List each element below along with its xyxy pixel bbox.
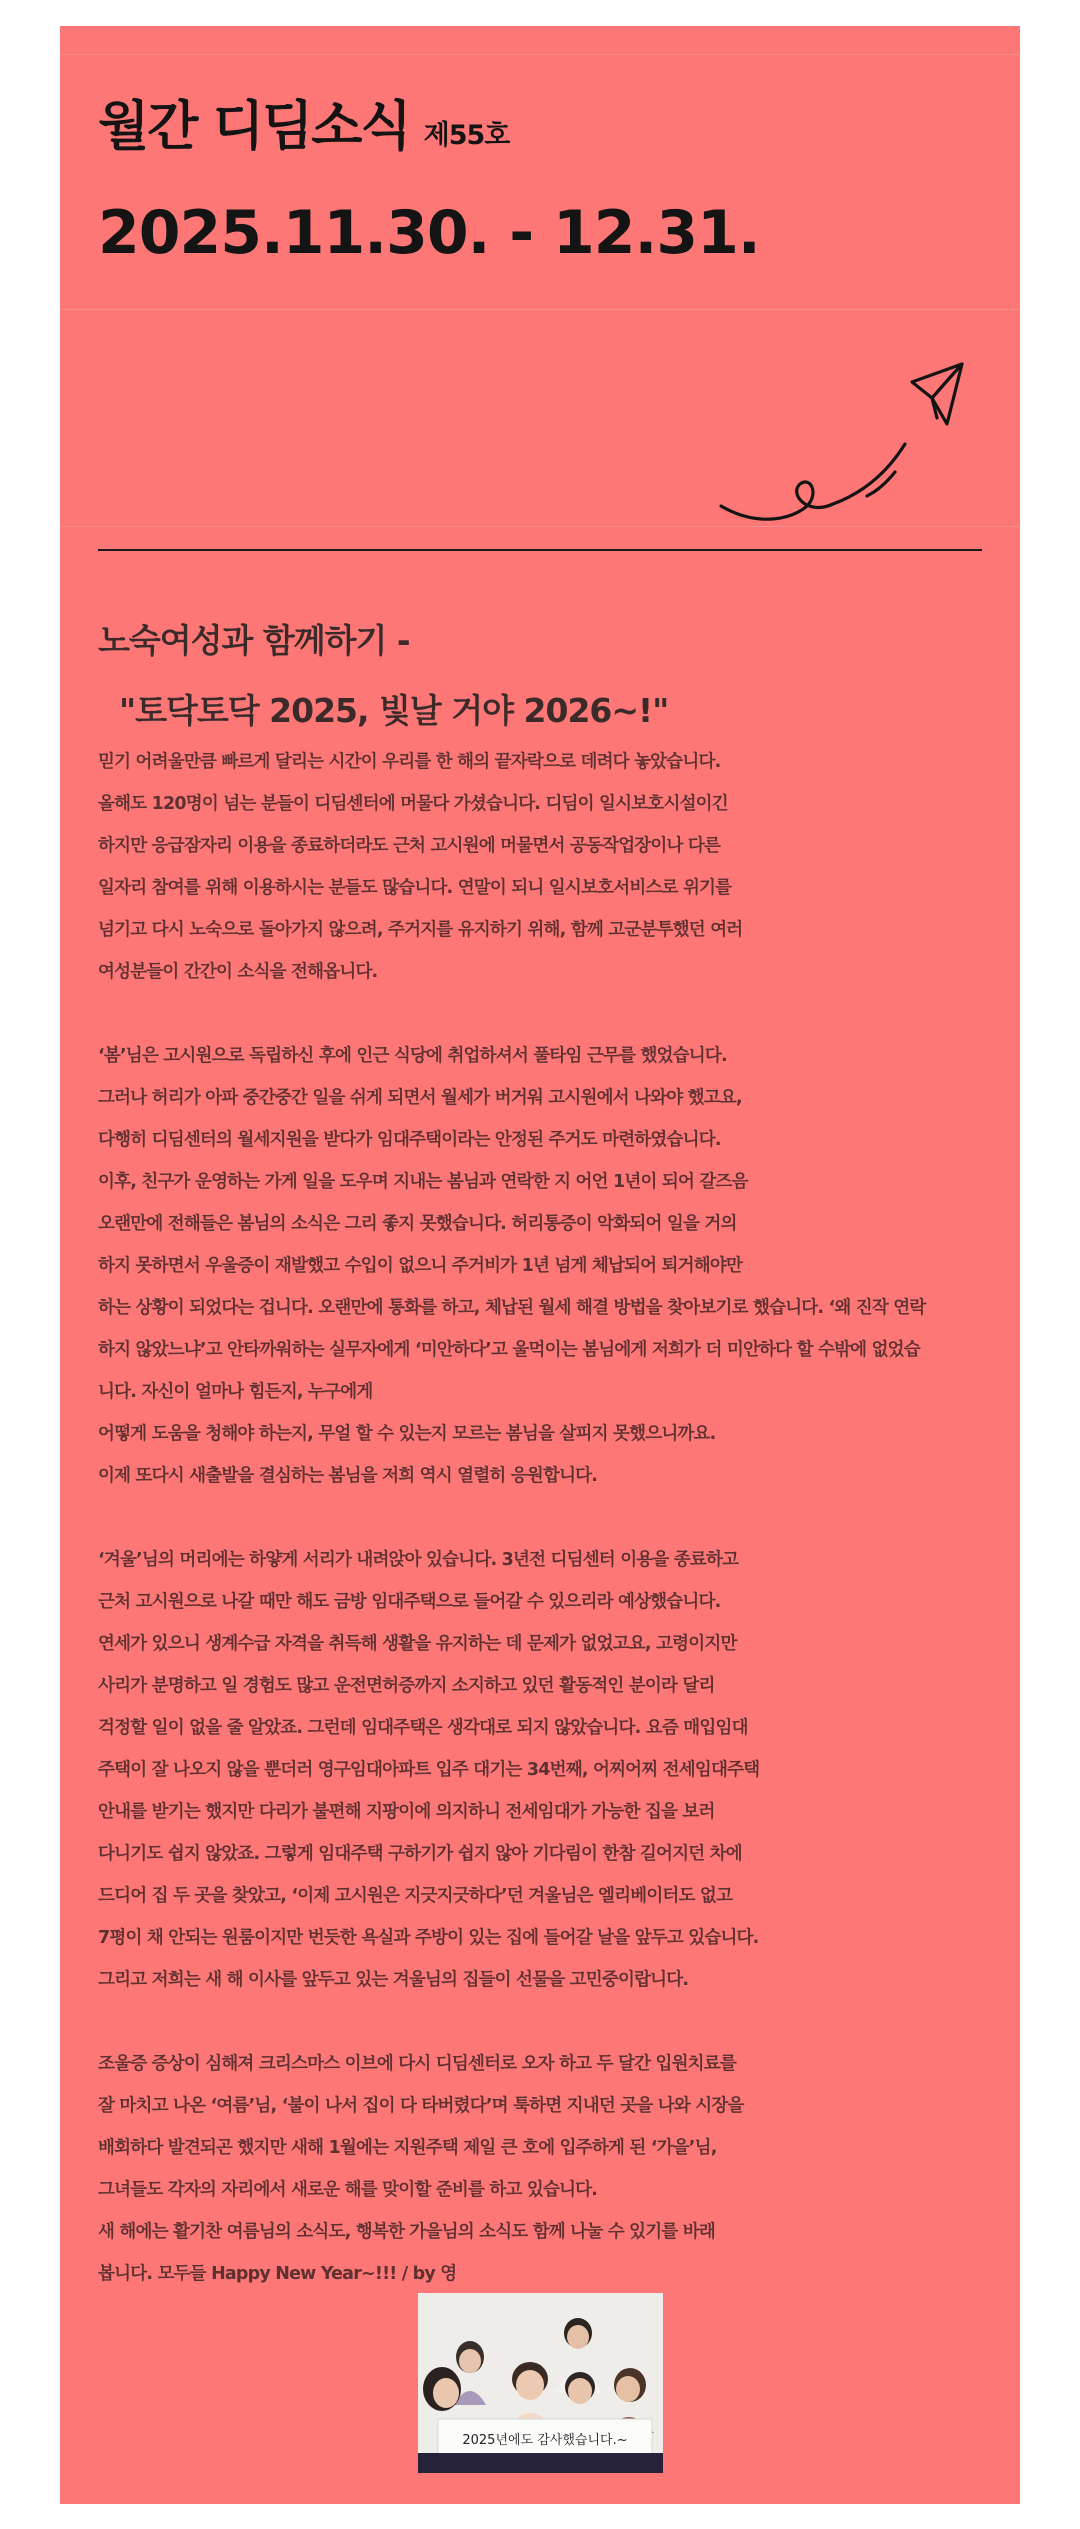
article-line: 안내를 받기는 했지만 다리가 불편해 지팡이에 의지하니 전세임대가 가능한 집을 보러	[98, 1802, 715, 1822]
article-paragraph	[98, 2043, 998, 2295]
article-paragraph	[98, 1539, 998, 2001]
issue-number: 제55호	[423, 120, 510, 151]
article-line: 사리가 분명하고 일 경험도 많고 운전면허증까지 소지하고 있던 활동적인 분이라 달리	[98, 1676, 715, 1696]
article-line: 잘 마치고 나온 ‘여름’님, ‘불이 나서 집이 다 타버렸다’며 툭하면 지내던 곳을 나와 시장을	[98, 2096, 744, 2116]
article-line: 니다. 자신이 얼마나 힘든지, 누구에게	[98, 1382, 373, 1402]
heading-line-2: "토닥토닥 2025, 빛날 거야 2026~!"	[98, 691, 669, 730]
group-photo	[418, 2293, 663, 2473]
article-line: 7평이 채 안되는 원룸이지만 번듯한 욕실과 주방이 있는 집에 들어갈 날을 앞두고 있습니다.	[98, 1928, 759, 1948]
date-range: 2025.11.30. - 12.31.	[98, 198, 760, 268]
article-line: 올해도 120명이 넘는 분들이 디딤센터에 머물다 가셨습니다. 디딤이 일시보호시설이긴	[98, 794, 728, 814]
article-line: 그리고 저희는 새 해 이사를 앞두고 있는 겨울님의 집들이 선물을 고민중이랍니다.	[98, 1970, 689, 1990]
content-divider	[98, 549, 982, 551]
newsletter-title: 월간 디딤소식	[98, 96, 410, 157]
article-line: 주택이 잘 나오지 않을 뿐더러 영구임대아파트 입주 대기는 34번째, 어찌어찌 전세임대주택	[98, 1760, 760, 1780]
newsletter-page	[60, 26, 1020, 2504]
group-photo-image	[418, 2293, 663, 2473]
paper-plane-icon	[715, 326, 975, 526]
article-line: ‘겨울’님의 머리에는 하얗게 서리가 내려앉아 있습니다. 3년전 디딤센터 이용을 종료하고	[98, 1550, 739, 1570]
article-line: 어떻게 도움을 청해야 하는지, 무얼 할 수 있는지 모르는 봄님을 살피지 못했으니까요.	[98, 1424, 716, 1444]
article-line: 넘기고 다시 노숙으로 돌아가지 않으려, 주거지를 유지하기 위해, 함께 고군분투했던 여러	[98, 920, 743, 940]
section-divider-middle	[60, 309, 1020, 310]
article-line: ‘봄’님은 고시원으로 독립하신 후에 인근 식당에 취업하셔서 풀타임 근무를 했었습니다.	[98, 1046, 727, 1066]
article-line: 하지만 응급잠자리 이용을 종료하더라도 근처 고시원에 머물면서 공동작업장이나 다른	[98, 836, 721, 856]
article-line: 하지 못하면서 우울증이 재발했고 수입이 없으니 주거비가 1년 넘게 체납되어 퇴거해야만	[98, 1256, 743, 1276]
article-line: 근처 고시원으로 나갈 때만 해도 금방 임대주택으로 들어갈 수 있으리라 예상했습니다.	[98, 1592, 721, 1612]
article-line: 이제 또다시 새출발을 결심하는 봄님을 저희 역시 열렬히 응원합니다.	[98, 1466, 598, 1486]
section-divider-lower	[60, 526, 1020, 527]
article-line: 하는 상황이 되었다는 겁니다. 오랜만에 통화를 하고, 체납된 월세 해결 방법을 찾아보기로 했습니다. ‘왜 진작 연락	[98, 1298, 926, 1318]
article-line: 연세가 있으니 생계수급 자격을 취득해 생활을 유지하는 데 문제가 없었고요, 고령이지만	[98, 1634, 737, 1654]
article-line: 일자리 참여를 위해 이용하시는 분들도 많습니다. 연말이 되니 일시보호서비스로 위기를	[98, 878, 732, 898]
article-line: 하지 않았느냐’고 안타까워하는 실무자에게 ‘미안하다’고 울먹이는 봄님에게 저희가 더 미안하다 할 수밖에 없었습	[98, 1340, 920, 1360]
article-line: 다니기도 쉽지 않았죠. 그렇게 임대주택 구하기가 쉽지 않아 기다림이 한참 길어지던 차에	[98, 1844, 742, 1864]
heading-line-1: 노숙여성과 함께하기 -	[98, 621, 410, 660]
article-line: 그러나 허리가 아파 중간중간 일을 쉬게 되면서 월세가 버거워 고시원에서 나와야 했고요,	[98, 1088, 742, 1108]
article-heading	[98, 606, 982, 746]
section-divider-top	[60, 54, 1020, 55]
article-paragraph	[98, 741, 998, 993]
article-line: 배회하다 발견되곤 했지만 새해 1월에는 지원주택 제일 큰 호에 입주하게 된 ‘가을’님,	[98, 2138, 717, 2158]
article-line: 믿기 어려울만큼 빠르게 달리는 시간이 우리를 한 해의 끝자락으로 데려다 놓았습니다.	[98, 752, 721, 772]
article-line: 다행히 디딤센터의 월세지원을 받다가 임대주택이라는 안정된 주거도 마련하였습니다.	[98, 1130, 721, 1150]
article-line: 드디어 집 두 곳을 찾았고, ‘이제 고시원은 지긋지긋하다’던 겨울님은 엘리베이터도 없고	[98, 1886, 733, 1906]
article-body	[98, 741, 998, 2337]
article-line: 걱정할 일이 없을 줄 알았죠. 그런데 임대주택은 생각대로 되지 않았습니다. 요즘 매입임대	[98, 1718, 748, 1738]
article-line: 그녀들도 각자의 자리에서 새로운 해를 맞이할 준비를 하고 있습니다.	[98, 2180, 598, 2200]
article-line: 조울증 증상이 심해져 크리스마스 이브에 다시 디딤센터로 오자 하고 두 달간 입원치료를	[98, 2054, 736, 2074]
article-line: 새 해에는 활기찬 여름님의 소식도, 행복한 가을님의 소식도 함께 나눌 수 있기를 바래	[98, 2222, 715, 2242]
article-line: 오랜만에 전해들은 봄님의 소식은 그리 좋지 못했습니다. 허리통증이 악화되어 일을 거의	[98, 1214, 737, 1234]
article-line: 봅니다. 모두들 Happy New Year~!!! / by 영	[98, 2264, 457, 2284]
article-line: 이후, 친구가 운영하는 가게 일을 도우며 지내는 봄님과 연락한 지 어언 1년이 되어 갈즈음	[98, 1172, 748, 1192]
photo-banner-text: 2025년에도 감사했습니다.~	[462, 2433, 628, 2448]
title-row	[98, 84, 509, 160]
article-paragraph	[98, 1035, 998, 1497]
article-line: 여성분들이 간간이 소식을 전해옵니다.	[98, 962, 378, 982]
